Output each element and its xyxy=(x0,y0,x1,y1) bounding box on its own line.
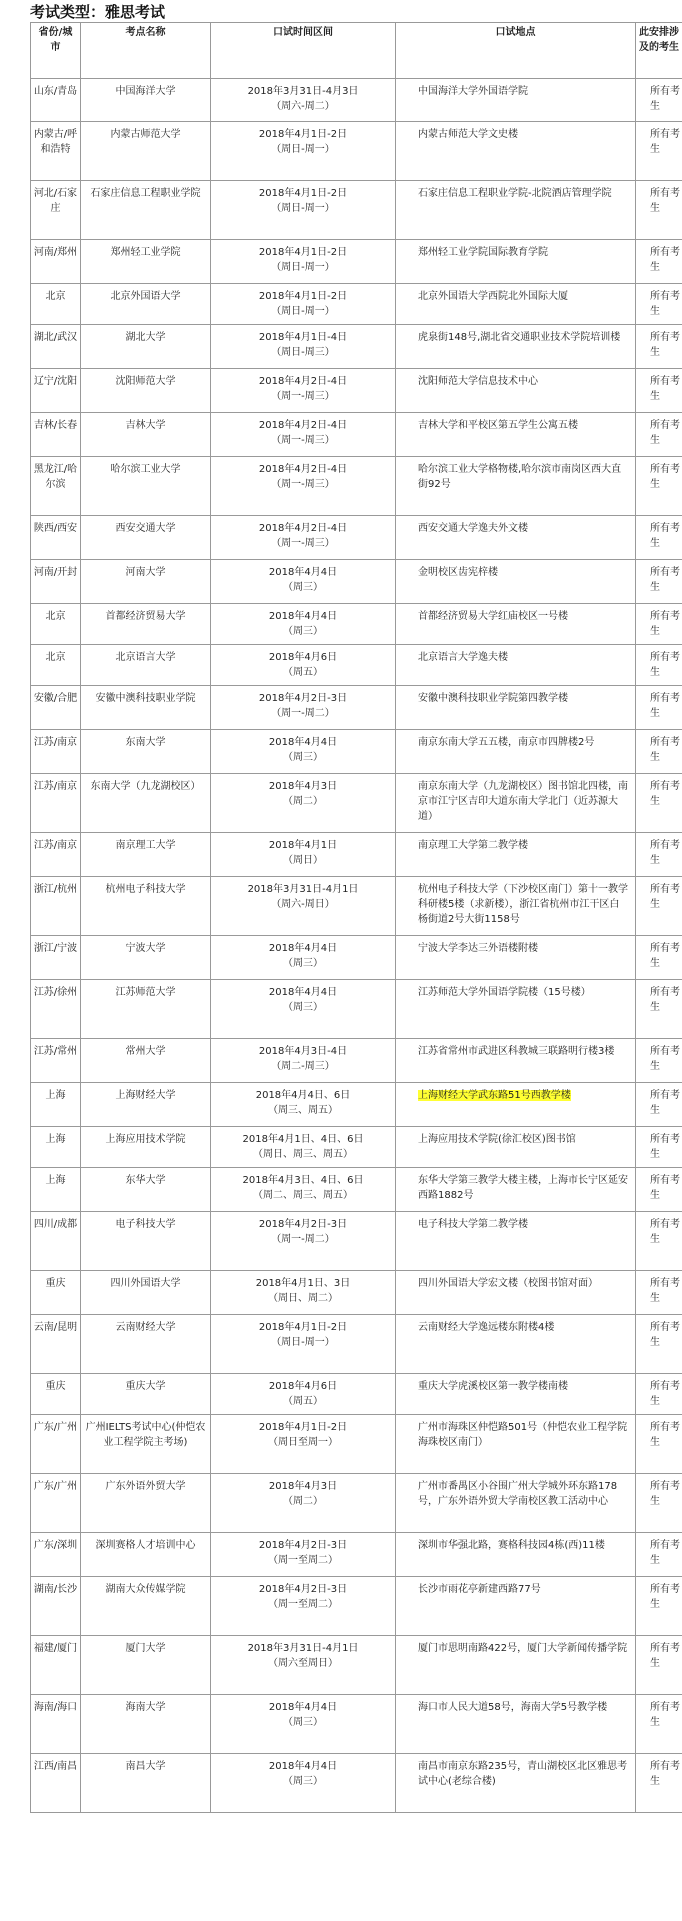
time-range: 2018年4月2日-4日 xyxy=(258,420,348,431)
cell-affected-candidates: 所有考生 xyxy=(636,457,682,516)
cell-affected-candidates: 所有考生 xyxy=(636,686,682,730)
cell-site-name: 湖北大学 xyxy=(81,325,211,369)
cell-site-name: 东南大学 xyxy=(81,730,211,774)
cell-site-name: 重庆大学 xyxy=(81,1374,211,1415)
cell-province-city: 广东/广州 xyxy=(31,1474,81,1533)
cell-province-city: 上海 xyxy=(31,1168,81,1212)
cell-oral-location: 江苏省常州市武进区科教城三联路明行楼3楼 xyxy=(396,1039,636,1083)
time-range: 2018年4月2日-3日 xyxy=(258,1584,348,1595)
cell-affected-candidates: 所有考生 xyxy=(636,1083,682,1127)
weekday-range: （周日-周一） xyxy=(271,1337,335,1348)
cell-province-city: 辽宁/沈阳 xyxy=(31,369,81,413)
table-row xyxy=(31,1212,682,1271)
cell-oral-location: 云南财经大学逸远楼东附楼4楼 xyxy=(396,1315,636,1374)
cell-province-city: 北京 xyxy=(31,284,81,325)
cell-site-name: 哈尔滨工业大学 xyxy=(81,457,211,516)
weekday-range: （周二） xyxy=(283,1496,323,1507)
cell-site-name: 北京外国语大学 xyxy=(81,284,211,325)
page-title: 考试类型：雅思考试 xyxy=(30,3,166,21)
table-row xyxy=(31,369,682,413)
table-row xyxy=(31,1315,682,1374)
weekday-range: （周一至周二） xyxy=(268,1599,338,1610)
cell-affected-candidates: 所有考生 xyxy=(636,1577,682,1636)
cell-site-name: 中国海洋大学 xyxy=(81,79,211,122)
cell-site-name: 北京语言大学 xyxy=(81,645,211,686)
time-range: 2018年4月1日-2日 xyxy=(258,1422,348,1433)
cell-oral-location: 重庆大学虎溪校区第一教学楼南楼 xyxy=(396,1374,636,1415)
cell-oral-time xyxy=(211,122,396,181)
time-range: 2018年4月4日 xyxy=(268,611,338,622)
weekday-range: （周日-周一） xyxy=(271,203,335,214)
cell-oral-time xyxy=(211,325,396,369)
cell-oral-time xyxy=(211,1039,396,1083)
weekday-range: （周日-周三） xyxy=(271,347,335,358)
cell-site-name: 河南大学 xyxy=(81,560,211,604)
weekday-range: （周三） xyxy=(283,752,323,763)
cell-oral-time xyxy=(211,516,396,560)
cell-province-city: 江苏/南京 xyxy=(31,730,81,774)
time-range: 2018年4月4日 xyxy=(268,1761,338,1772)
cell-site-name: 首都经济贸易大学 xyxy=(81,604,211,645)
table-row xyxy=(31,1039,682,1083)
cell-site-name: 吉林大学 xyxy=(81,413,211,457)
cell-affected-candidates: 所有考生 xyxy=(636,413,682,457)
cell-oral-time xyxy=(211,560,396,604)
cell-oral-location: 广州市番禺区小谷围广州大学城外环东路178号，广东外语外贸大学南校区教工活动中心 xyxy=(396,1474,636,1533)
table-row xyxy=(31,325,682,369)
time-range: 2018年4月4日 xyxy=(268,567,338,578)
weekday-range: （周日-周一） xyxy=(271,262,335,273)
header-oral-time: 口试时间区间 xyxy=(211,23,396,79)
cell-oral-location: 江苏师范大学外国语学院楼（15号楼） xyxy=(396,980,636,1039)
cell-province-city: 湖南/长沙 xyxy=(31,1577,81,1636)
table-row xyxy=(31,1474,682,1533)
cell-oral-time xyxy=(211,1083,396,1127)
cell-oral-location xyxy=(396,1083,636,1127)
weekday-range: （周一-周二） xyxy=(271,1234,335,1245)
cell-oral-location: 北京外国语大学西院北外国际大厦 xyxy=(396,284,636,325)
cell-affected-candidates: 所有考生 xyxy=(636,1212,682,1271)
exam-schedule-table xyxy=(30,22,682,1813)
cell-oral-time xyxy=(211,980,396,1039)
time-range: 2018年4月3日 xyxy=(268,781,338,792)
cell-affected-candidates: 所有考生 xyxy=(636,980,682,1039)
cell-oral-location: 东华大学第三教学大楼主楼，上海市长宁区延安西路1882号 xyxy=(396,1168,636,1212)
cell-oral-time xyxy=(211,1533,396,1577)
weekday-range: （周一-周二） xyxy=(271,708,335,719)
table-row xyxy=(31,1271,682,1315)
cell-province-city: 海南/海口 xyxy=(31,1695,81,1754)
weekday-range: （周一-周三） xyxy=(271,435,335,446)
time-range: 2018年4月1日 xyxy=(268,840,338,851)
cell-oral-location: 西安交通大学逸夫外文楼 xyxy=(396,516,636,560)
cell-site-name: 常州大学 xyxy=(81,1039,211,1083)
time-range: 2018年4月2日-4日 xyxy=(258,376,348,387)
cell-province-city: 陕西/西安 xyxy=(31,516,81,560)
cell-affected-candidates: 所有考生 xyxy=(636,1636,682,1695)
time-range: 2018年4月2日-3日 xyxy=(258,693,348,704)
cell-affected-candidates: 所有考生 xyxy=(636,774,682,833)
time-range: 2018年4月1日-2日 xyxy=(258,291,348,302)
cell-oral-location: 杭州电子科技大学（下沙校区南门）第十一教学科研楼5楼（求新楼），浙江省杭州市江干区白杨街道2号大街1158号 xyxy=(396,877,636,936)
cell-oral-time xyxy=(211,457,396,516)
cell-affected-candidates: 所有考生 xyxy=(636,516,682,560)
cell-province-city: 黑龙江/哈尔滨 xyxy=(31,457,81,516)
cell-province-city: 北京 xyxy=(31,604,81,645)
cell-oral-location: 北京语言大学逸夫楼 xyxy=(396,645,636,686)
cell-affected-candidates: 所有考生 xyxy=(636,122,682,181)
table-row xyxy=(31,1127,682,1168)
weekday-range: （周三） xyxy=(283,582,323,593)
cell-affected-candidates: 所有考生 xyxy=(636,1474,682,1533)
cell-affected-candidates: 所有考生 xyxy=(636,1533,682,1577)
cell-site-name: 江苏师范大学 xyxy=(81,980,211,1039)
cell-oral-location: 上海应用技术学院(徐汇校区)图书馆 xyxy=(396,1127,636,1168)
table-row xyxy=(31,457,682,516)
weekday-range: （周二） xyxy=(283,796,323,807)
cell-province-city: 四川/成都 xyxy=(31,1212,81,1271)
weekday-range: （周日、周二） xyxy=(268,1293,338,1304)
cell-province-city: 浙江/宁波 xyxy=(31,936,81,980)
table-row xyxy=(31,686,682,730)
cell-affected-candidates: 所有考生 xyxy=(636,604,682,645)
time-range: 2018年4月2日-3日 xyxy=(258,1540,348,1551)
table-header xyxy=(31,23,682,79)
cell-site-name: 杭州电子科技大学 xyxy=(81,877,211,936)
cell-oral-time xyxy=(211,1577,396,1636)
table-row xyxy=(31,1754,682,1813)
table-row xyxy=(31,122,682,181)
table-row xyxy=(31,936,682,980)
cell-oral-time xyxy=(211,1754,396,1813)
weekday-range: （周日） xyxy=(283,855,323,866)
weekday-range: （周二-周三） xyxy=(271,1061,335,1072)
cell-affected-candidates: 所有考生 xyxy=(636,936,682,980)
weekday-range: （周一-周三） xyxy=(271,391,335,402)
time-range: 2018年4月4日 xyxy=(268,737,338,748)
cell-affected-candidates: 所有考生 xyxy=(636,1754,682,1813)
cell-oral-time xyxy=(211,240,396,284)
cell-oral-location: 吉林大学和平校区第五学生公寓五楼 xyxy=(396,413,636,457)
table-row xyxy=(31,604,682,645)
cell-affected-candidates: 所有考生 xyxy=(636,877,682,936)
highlighted-location: 上海财经大学武东路51号西教学楼 xyxy=(418,1090,571,1101)
cell-province-city: 江西/南昌 xyxy=(31,1754,81,1813)
cell-affected-candidates: 所有考生 xyxy=(636,181,682,240)
cell-site-name: 广州IELTS考试中心(仲恺农业工程学院主考场) xyxy=(81,1415,211,1474)
cell-site-name: 上海财经大学 xyxy=(81,1083,211,1127)
table-row xyxy=(31,730,682,774)
cell-oral-time xyxy=(211,1127,396,1168)
time-range: 2018年4月2日-3日 xyxy=(258,1219,348,1230)
time-range: 2018年4月1日-2日 xyxy=(258,188,348,199)
cell-site-name: 广东外语外贸大学 xyxy=(81,1474,211,1533)
table-row xyxy=(31,774,682,833)
time-range: 2018年4月3日 xyxy=(268,1481,338,1492)
table-row xyxy=(31,1533,682,1577)
cell-oral-location: 宁波大学李达三外语楼附楼 xyxy=(396,936,636,980)
cell-province-city: 云南/昆明 xyxy=(31,1315,81,1374)
cell-oral-time xyxy=(211,686,396,730)
cell-oral-time xyxy=(211,181,396,240)
cell-province-city: 重庆 xyxy=(31,1271,81,1315)
cell-oral-time xyxy=(211,1271,396,1315)
cell-affected-candidates: 所有考生 xyxy=(636,325,682,369)
cell-oral-location: 中国海洋大学外国语学院 xyxy=(396,79,636,122)
header-site-name: 考点名称 xyxy=(81,23,211,79)
cell-province-city: 江苏/徐州 xyxy=(31,980,81,1039)
cell-province-city: 福建/厦门 xyxy=(31,1636,81,1695)
cell-oral-time xyxy=(211,1315,396,1374)
weekday-range: （周日至周一） xyxy=(268,1437,338,1448)
cell-site-name: 南京理工大学 xyxy=(81,833,211,877)
time-range: 2018年4月6日 xyxy=(268,1381,338,1392)
cell-affected-candidates: 所有考生 xyxy=(636,1127,682,1168)
header-oral-location: 口试地点 xyxy=(396,23,636,79)
table-row xyxy=(31,560,682,604)
weekday-range: （周五） xyxy=(283,1396,323,1407)
cell-site-name: 内蒙古师范大学 xyxy=(81,122,211,181)
cell-oral-location: 长沙市雨花亭新建西路77号 xyxy=(396,1577,636,1636)
cell-oral-location: 郑州轻工业学院国际教育学院 xyxy=(396,240,636,284)
cell-site-name: 厦门大学 xyxy=(81,1636,211,1695)
table-row xyxy=(31,1415,682,1474)
weekday-range: （周六-周二） xyxy=(271,101,335,112)
cell-site-name: 沈阳师范大学 xyxy=(81,369,211,413)
cell-province-city: 河南/开封 xyxy=(31,560,81,604)
cell-province-city: 江苏/南京 xyxy=(31,833,81,877)
cell-affected-candidates: 所有考生 xyxy=(636,1315,682,1374)
cell-oral-time xyxy=(211,1474,396,1533)
cell-site-name: 上海应用技术学院 xyxy=(81,1127,211,1168)
time-range: 2018年4月4日、6日 xyxy=(255,1090,351,1101)
table-row xyxy=(31,413,682,457)
cell-oral-location: 厦门市思明南路422号，厦门大学新闻传播学院 xyxy=(396,1636,636,1695)
time-range: 2018年4月6日 xyxy=(268,652,338,663)
cell-oral-location: 南京东南大学（九龙湖校区）图书馆北四楼，南京市江宁区吉印大道东南大学北门（近苏源大道） xyxy=(396,774,636,833)
cell-oral-location: 深圳市华强北路，赛格科技园4栋(西)11楼 xyxy=(396,1533,636,1577)
time-range: 2018年4月1日-2日 xyxy=(258,129,348,140)
table-row xyxy=(31,833,682,877)
cell-site-name: 四川外国语大学 xyxy=(81,1271,211,1315)
table-row xyxy=(31,877,682,936)
time-range: 2018年3月31日-4月1日 xyxy=(247,884,359,895)
table-row xyxy=(31,1577,682,1636)
cell-affected-candidates: 所有考生 xyxy=(636,560,682,604)
cell-affected-candidates: 所有考生 xyxy=(636,1374,682,1415)
weekday-range: （周一-周三） xyxy=(271,538,335,549)
cell-province-city: 江苏/常州 xyxy=(31,1039,81,1083)
cell-oral-time xyxy=(211,79,396,122)
cell-affected-candidates: 所有考生 xyxy=(636,645,682,686)
cell-province-city: 内蒙古/呼和浩特 xyxy=(31,122,81,181)
cell-province-city: 上海 xyxy=(31,1127,81,1168)
cell-affected-candidates: 所有考生 xyxy=(636,833,682,877)
cell-province-city: 广东/深圳 xyxy=(31,1533,81,1577)
table-row xyxy=(31,1374,682,1415)
cell-oral-time xyxy=(211,730,396,774)
cell-oral-time xyxy=(211,1415,396,1474)
cell-site-name: 安徽中澳科技职业学院 xyxy=(81,686,211,730)
cell-site-name: 西安交通大学 xyxy=(81,516,211,560)
cell-oral-location: 海口市人民大道58号，海南大学5号教学楼 xyxy=(396,1695,636,1754)
cell-affected-candidates: 所有考生 xyxy=(636,1415,682,1474)
table-row xyxy=(31,284,682,325)
cell-site-name: 宁波大学 xyxy=(81,936,211,980)
time-range: 2018年4月1日-2日 xyxy=(258,1322,348,1333)
cell-province-city: 重庆 xyxy=(31,1374,81,1415)
time-range: 2018年4月1日、4日、6日 xyxy=(242,1134,364,1145)
cell-site-name: 云南财经大学 xyxy=(81,1315,211,1374)
cell-oral-location: 虎泉街148号,湖北省交通职业技术学院培训楼 xyxy=(396,325,636,369)
cell-province-city: 江苏/南京 xyxy=(31,774,81,833)
cell-province-city: 吉林/长春 xyxy=(31,413,81,457)
table-body xyxy=(31,79,682,1813)
table-row xyxy=(31,516,682,560)
cell-province-city: 广东/广州 xyxy=(31,1415,81,1474)
cell-oral-location: 南京东南大学五五楼，南京市四牌楼2号 xyxy=(396,730,636,774)
cell-affected-candidates: 所有考生 xyxy=(636,1695,682,1754)
weekday-range: （周三） xyxy=(283,626,323,637)
time-range: 2018年3月31日-4月1日 xyxy=(247,1643,359,1654)
cell-province-city: 山东/青岛 xyxy=(31,79,81,122)
cell-site-name: 东华大学 xyxy=(81,1168,211,1212)
table-row xyxy=(31,980,682,1039)
cell-oral-location: 广州市海珠区仲恺路501号（仲恺农业工程学院海珠校区南门） xyxy=(396,1415,636,1474)
cell-oral-time xyxy=(211,1374,396,1415)
table-row xyxy=(31,1083,682,1127)
weekday-range: （周一-周三） xyxy=(271,479,335,490)
cell-affected-candidates: 所有考生 xyxy=(636,369,682,413)
cell-site-name: 湖南大众传媒学院 xyxy=(81,1577,211,1636)
cell-oral-location: 沈阳师范大学信息技术中心 xyxy=(396,369,636,413)
weekday-range: （周三、周五） xyxy=(268,1105,338,1116)
cell-oral-location: 金明校区齿宪梓楼 xyxy=(396,560,636,604)
weekday-range: （周三） xyxy=(283,1717,323,1728)
time-range: 2018年3月31日-4月3日 xyxy=(247,86,359,97)
cell-oral-time xyxy=(211,604,396,645)
cell-oral-time xyxy=(211,1695,396,1754)
cell-oral-location: 安徽中澳科技职业学院第四教学楼 xyxy=(396,686,636,730)
cell-oral-time xyxy=(211,1636,396,1695)
time-range: 2018年4月3日、4日、6日 xyxy=(242,1175,364,1186)
cell-affected-candidates: 所有考生 xyxy=(636,1039,682,1083)
cell-province-city: 湖北/武汉 xyxy=(31,325,81,369)
cell-oral-time xyxy=(211,1168,396,1212)
cell-oral-location: 首都经济贸易大学红庙校区一号楼 xyxy=(396,604,636,645)
cell-oral-time xyxy=(211,1212,396,1271)
weekday-range: （周三） xyxy=(283,958,323,969)
cell-province-city: 上海 xyxy=(31,1083,81,1127)
weekday-range: （周日-周一） xyxy=(271,144,335,155)
cell-province-city: 河南/郑州 xyxy=(31,240,81,284)
cell-oral-location: 南京理工大学第二教学楼 xyxy=(396,833,636,877)
weekday-range: （周二、周三、周五） xyxy=(253,1190,353,1201)
cell-oral-location: 内蒙古师范大学文史楼 xyxy=(396,122,636,181)
cell-affected-candidates: 所有考生 xyxy=(636,730,682,774)
cell-site-name: 东南大学（九龙湖校区） xyxy=(81,774,211,833)
table-row xyxy=(31,1168,682,1212)
cell-oral-location: 电子科技大学第二教学楼 xyxy=(396,1212,636,1271)
header-province-city: 省份/城市 xyxy=(31,23,81,79)
cell-oral-time xyxy=(211,413,396,457)
cell-province-city: 河北/石家庄 xyxy=(31,181,81,240)
time-range: 2018年4月3日-4日 xyxy=(258,1046,348,1057)
cell-site-name: 石家庄信息工程职业学院 xyxy=(81,181,211,240)
cell-oral-location: 哈尔滨工业大学格物楼,哈尔滨市南岗区西大直街92号 xyxy=(396,457,636,516)
table-row xyxy=(31,1695,682,1754)
weekday-range: （周三） xyxy=(283,1776,323,1787)
table-row xyxy=(31,79,682,122)
cell-site-name: 郑州轻工业学院 xyxy=(81,240,211,284)
cell-oral-time xyxy=(211,645,396,686)
weekday-range: （周五） xyxy=(283,667,323,678)
cell-oral-time xyxy=(211,833,396,877)
time-range: 2018年4月2日-4日 xyxy=(258,523,348,534)
weekday-range: （周六至周日） xyxy=(268,1658,338,1669)
cell-oral-time xyxy=(211,284,396,325)
cell-site-name: 南昌大学 xyxy=(81,1754,211,1813)
cell-affected-candidates: 所有考生 xyxy=(636,1168,682,1212)
time-range: 2018年4月1日、3日 xyxy=(255,1278,351,1289)
time-range: 2018年4月1日-2日 xyxy=(258,247,348,258)
table-row xyxy=(31,240,682,284)
time-range: 2018年4月4日 xyxy=(268,1702,338,1713)
cell-oral-time xyxy=(211,774,396,833)
weekday-range: （周日-周一） xyxy=(271,306,335,317)
weekday-range: （周一至周二） xyxy=(268,1555,338,1566)
time-range: 2018年4月2日-4日 xyxy=(258,464,348,475)
cell-oral-location: 四川外国语大学宏文楼（校图书馆对面） xyxy=(396,1271,636,1315)
cell-oral-time xyxy=(211,877,396,936)
cell-oral-time xyxy=(211,936,396,980)
cell-oral-time xyxy=(211,369,396,413)
cell-affected-candidates: 所有考生 xyxy=(636,240,682,284)
time-range: 2018年4月4日 xyxy=(268,943,338,954)
weekday-range: （周日、周三、周五） xyxy=(253,1149,353,1160)
cell-site-name: 电子科技大学 xyxy=(81,1212,211,1271)
time-range: 2018年4月4日 xyxy=(268,987,338,998)
cell-province-city: 安徽/合肥 xyxy=(31,686,81,730)
cell-province-city: 北京 xyxy=(31,645,81,686)
time-range: 2018年4月1日-4日 xyxy=(258,332,348,343)
weekday-range: （周六-周日） xyxy=(271,899,335,910)
cell-oral-location: 南昌市南京东路235号，青山湖校区北区雅思考试中心(老综合楼) xyxy=(396,1754,636,1813)
cell-affected-candidates: 所有考生 xyxy=(636,1271,682,1315)
table-row xyxy=(31,1636,682,1695)
cell-province-city: 浙江/杭州 xyxy=(31,877,81,936)
cell-site-name: 深圳赛格人才培训中心 xyxy=(81,1533,211,1577)
header-affected-candidates: 此安排涉及的考生 xyxy=(636,23,682,79)
table-row xyxy=(31,181,682,240)
cell-affected-candidates: 所有考生 xyxy=(636,284,682,325)
cell-site-name: 海南大学 xyxy=(81,1695,211,1754)
cell-oral-location: 石家庄信息工程职业学院-北院酒店管理学院 xyxy=(396,181,636,240)
cell-affected-candidates: 所有考生 xyxy=(636,79,682,122)
weekday-range: （周三） xyxy=(283,1002,323,1013)
table-row xyxy=(31,645,682,686)
